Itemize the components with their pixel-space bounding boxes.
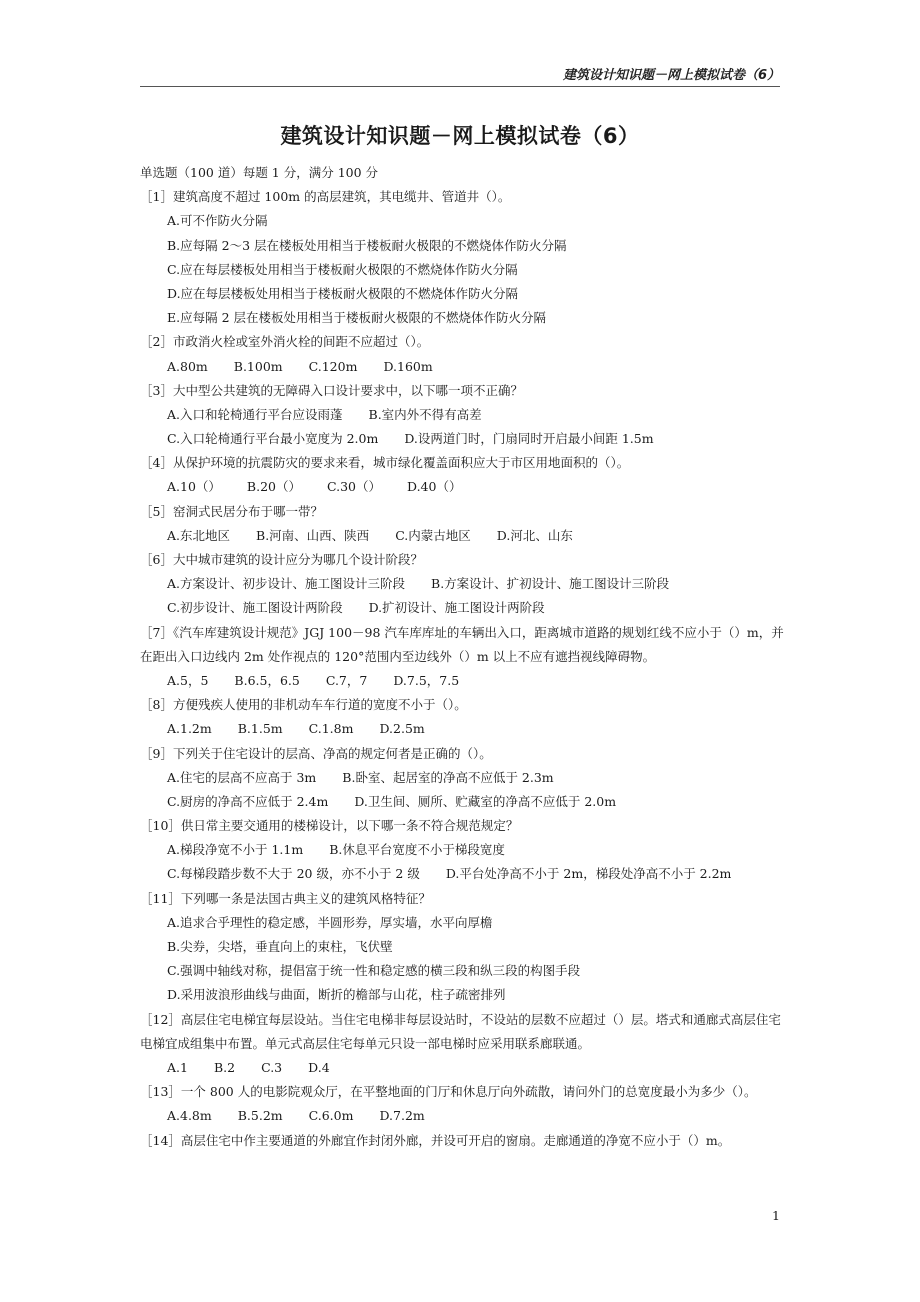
question-8: ［8］方便残疾人使用的非机动车车行道的宽度不小于（）。 (140, 697, 467, 713)
option-3-d: D.设两道门时，门扇同时开启最小间距 1.5m (404, 431, 654, 447)
option-7-d: D.7.5，7.5 (393, 672, 460, 688)
option-11-a: A.追求合乎理性的稳定感，半圆形券，厚实墙，水平向厚檐 (167, 914, 493, 930)
option-10-a: A.梯段净宽不小于 1.1m (167, 842, 304, 858)
options-9-row-2 (140, 790, 792, 814)
option-6-c: C.初步设计、施工图设计两阶段 (167, 600, 343, 616)
options-3-row-1 (140, 403, 792, 427)
option-11-c: C.强调中轴线对称，提倡富于统一性和稳定感的横三段和纵三段的构图手段 (167, 963, 581, 979)
option-13-c: C.6.0m (308, 1108, 354, 1124)
option-4-d: D.40（） (407, 479, 462, 495)
option-13-d: D.7.2m (379, 1108, 425, 1124)
option-9-a: A.住宅的层高不应高于 3m (167, 769, 317, 785)
header-divider (140, 86, 780, 87)
options-13 (140, 1104, 792, 1128)
option-9-b: B.卧室、起居室的净高不应低于 2.3m (342, 769, 554, 785)
options-5 (140, 524, 792, 548)
question-7: ［7］《汽车库建筑设计规范》JGJ 100－98 汽车库库址的车辆出入口，距离城市道路的规划红线不应小于（）m，并在距出入口边线内 2m 处作视点的 120°范围内至边线外（）m 以上不应有遮挡视线障碍物。 (140, 624, 784, 664)
option-13-a: A.4.8m (167, 1108, 212, 1124)
option-10-d: D.平台处净高不小于 2m，梯段处净高不小于 2.2m (445, 866, 732, 882)
option-5-c: C.内蒙古地区 (395, 527, 471, 543)
option-1-c: C.应在每层楼板处用相当于楼板耐火极限的不燃烧体作防火分隔 (167, 261, 518, 277)
option-1-e: E.应每隔 2 层在楼板处用相当于楼板耐火极限的不燃烧体作防火分隔 (167, 310, 546, 326)
option-2-a: A.80m (167, 358, 208, 374)
question-14: ［14］高层住宅中作主要通道的外廊宜作封闭外廊，并设可开启的窗扇。走廊通道的净宽不应小于（）m。 (140, 1132, 731, 1148)
option-1-d: D.应在每层楼板处用相当于楼板耐火极限的不燃烧体作防火分隔 (167, 285, 519, 301)
option-5-d: D.河北、山东 (496, 527, 573, 543)
question-13: ［13］一个 800 人的电影院观众厅，在平整地面的门厅和休息厅向外疏散，请问外门的总宽度最小为多少（）。 (140, 1084, 757, 1100)
options-8 (140, 717, 792, 741)
option-2-c: C.120m (308, 358, 358, 374)
option-10-b: B.休息平台宽度不小于梯段宽度 (329, 842, 505, 858)
running-header: 建筑设计知识题－网上模拟试卷（6） (562, 68, 780, 83)
option-9-d: D.卫生间、厕所、贮藏室的净高不应低于 2.0m (354, 793, 617, 809)
option-8-a: A.1.2m (167, 721, 212, 737)
option-11-d: D.采用波浪形曲线与曲面，断折的檐部与山花，柱子疏密排列 (167, 987, 506, 1003)
option-5-a: A.东北地区 (167, 527, 231, 543)
option-7-c: C.7，7 (325, 672, 368, 688)
options-7 (140, 669, 792, 693)
instruction-text: 单选题（100 道）每题 1 分，满分 100 分 (140, 165, 379, 180)
option-5-b: B.河南、山西、陕西 (256, 527, 370, 543)
options-9-row-1 (140, 766, 792, 790)
option-7-b: B.6.5，6.5 (234, 672, 300, 688)
option-12-a: A.1 (167, 1060, 188, 1075)
options-10-row-2 (140, 862, 792, 886)
question-5: ［5］窑洞式民居分布于哪一带？ (140, 503, 323, 519)
option-7-a: A.5，5 (167, 672, 209, 688)
option-8-c: C.1.8m (308, 721, 354, 737)
options-4 (140, 475, 792, 499)
option-6-d: D.扩初设计、施工图设计两阶段 (368, 600, 545, 616)
option-8-d: D.2.5m (379, 721, 425, 737)
option-2-b: B.100m (233, 358, 283, 374)
option-1-a: A.可不作防火分隔 (167, 213, 268, 229)
question-9: ［9］下列关于住宅设计的层高、净高的规定何者是正确的（）。 (140, 745, 492, 761)
options-6-row-1 (140, 572, 792, 596)
option-11-b: B.尖券，尖塔，垂直向上的束柱，飞伏壁 (167, 939, 393, 955)
options-10-row-1 (140, 838, 792, 862)
option-3-a: A.入口和轮椅通行平台应设雨蓬 (167, 406, 343, 422)
question-12: ［12］高层住宅电梯宜每层设站。当住宅电梯非每层设站时，不设站的层数不应超过（）层。塔式和通廊式高层住宅电梯宜成组集中布置。单元式高层住宅每单元只设一部电梯时应采用联系廊联通。 (140, 1011, 781, 1051)
question-2: ［2］市政消火栓或室外消火栓的间距不应超过（）。 (140, 334, 430, 350)
question-list (140, 161, 792, 1153)
option-3-c: C.入口轮椅通行平台最小宽度为 2.0m (167, 431, 379, 447)
option-12-d: D.4 (308, 1060, 330, 1075)
document-title: 建筑设计知识题－网上模拟试卷（6） (280, 124, 640, 148)
options-6-row-2 (140, 596, 792, 620)
option-3-b: B.室内外不得有高差 (368, 406, 482, 422)
option-1-b: B.应每隔 2～3 层在楼板处用相当于楼板耐火极限的不燃烧体作防火分隔 (167, 237, 567, 253)
option-12-c: C.3 (261, 1060, 283, 1075)
question-3: ［3］大中型公共建筑的无障碍入口设计要求中，以下哪一项不正确？ (140, 382, 523, 398)
option-13-b: B.5.2m (237, 1108, 283, 1124)
option-6-a: A.方案设计、初步设计、施工图设计三阶段 (167, 576, 406, 592)
question-6: ［6］大中城市建筑的设计应分为哪几个设计阶段？ (140, 552, 423, 567)
question-1: ［1］建筑高度不超过 100m 的高层建筑，其电缆井、管道井（）。 (140, 189, 511, 205)
option-8-b: B.1.5m (237, 721, 283, 737)
options-12 (140, 1056, 792, 1080)
option-12-b: B.2 (213, 1060, 236, 1075)
page-number: 1 (772, 1208, 780, 1223)
options-2 (140, 355, 792, 379)
question-11: ［11］下列哪一条是法国古典主义的建筑风格特征？ (140, 890, 431, 906)
option-4-b: B.20（） (246, 479, 301, 495)
options-3-row-2 (140, 427, 792, 451)
option-6-b: B.方案设计、扩初设计、施工图设计三阶段 (431, 576, 670, 592)
option-10-c: C.每梯段踏步数不大于 20 级，亦不小于 2 级 (167, 866, 420, 882)
question-10: ［10］供日常主要交通用的楼梯设计，以下哪一条不符合规范规定？ (140, 818, 519, 834)
question-4: ［4］从保护环境的抗震防灾的要求来看，城市绿化覆盖面积应大于市区用地面积的（）。 (140, 455, 630, 471)
option-4-c: C.30（） (327, 479, 381, 495)
option-4-a: A.10（） (167, 479, 221, 495)
option-9-c: C.厨房的净高不应低于 2.4m (167, 793, 329, 809)
option-2-d: D.160m (383, 358, 433, 374)
